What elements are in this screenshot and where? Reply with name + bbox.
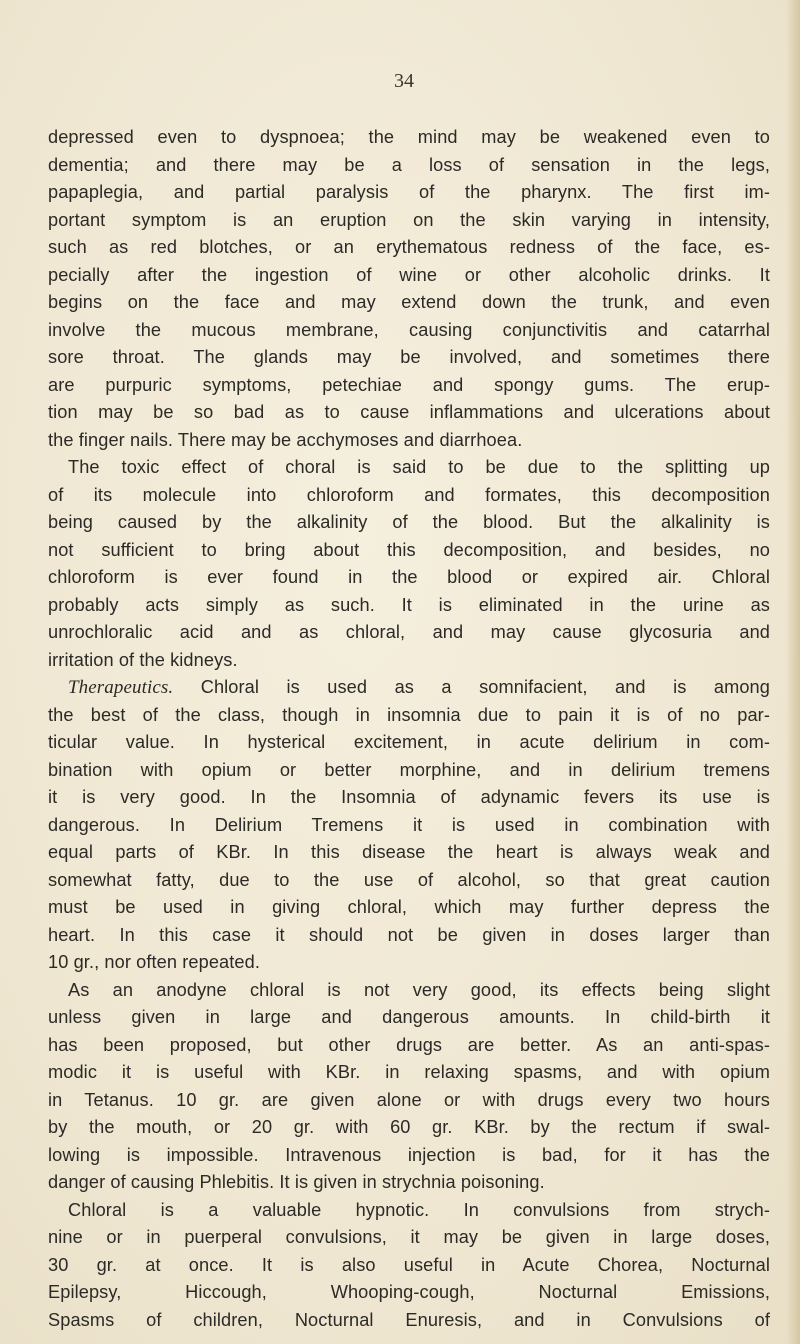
body-text <box>48 124 770 1334</box>
text-line: must be used in giving chloral, which may further depress the <box>48 897 770 917</box>
text-line: modic it is useful with KBr. in relaxing spasms, and with opium <box>48 1062 770 1082</box>
text-line: the best of the class, though in insomnia due to pain it is of no par- <box>48 704 770 725</box>
text-line: 30 gr. at once. It is also useful in Acute Chorea, Nocturnal <box>48 1254 770 1275</box>
text-line: the finger nails. There may be acchymoses and diarrhoea. <box>48 429 523 450</box>
text-line: Chloral is a valuable hypnotic. In convulsions from strych- <box>68 1199 770 1220</box>
text-line: danger of causing Phlebitis. It is given in strychnia poisoning. <box>48 1172 545 1192</box>
text-line: portant symptom is an eruption on the skin varying in intensity, <box>48 209 770 230</box>
text-line: Epilepsy, Hiccough, Whooping-cough, Nocturnal Emissions, <box>48 1282 770 1302</box>
therapeutics-heading: Therapeutics. <box>68 677 174 698</box>
text-line: chloroform is ever found in the blood or expired air. Chloral <box>48 567 770 587</box>
text-line: depressed even to dyspnoea; the mind may be weakened even to <box>48 127 770 147</box>
text-line: tion may be so bad as to cause inflammations and ulcerations about <box>48 402 770 422</box>
text-line: somewhat fatty, due to the use of alcohol, so that great caution <box>48 869 770 890</box>
text-line: ticular value. In hysterical excitement, in acute delirium in com- <box>48 732 770 752</box>
text-line: papaplegia, and partial paralysis of the pharynx. The first im- <box>48 182 770 202</box>
text-line: lowing is impossible. Intravenous injection is bad, for it has the <box>48 1144 770 1165</box>
text-line: nine or in puerperal convulsions, it may be given in large doses, <box>48 1227 770 1247</box>
text-line: dementia; and there may be a loss of sensation in the legs, <box>48 154 770 175</box>
text-line: probably acts simply as such. It is eliminated in the urine as <box>48 594 770 615</box>
text-line: by the mouth, or 20 gr. with 60 gr. KBr. by the rectum if swal- <box>48 1117 770 1137</box>
page-edge-shadow <box>786 0 800 1344</box>
text-line: pecially after the ingestion of wine or other alcoholic drinks. It <box>48 264 770 285</box>
text-line: being caused by the alkalinity of the blood. But the alkalinity is <box>48 512 770 532</box>
text-line: of its molecule into chloroform and formates, this decomposition <box>48 484 770 505</box>
text-line: it is very good. In the Insomnia of adynamic fevers its use is <box>48 787 770 807</box>
text-line: Chloral is used as a somnifacient, and is among <box>200 677 770 697</box>
page-number: 34 <box>394 70 414 92</box>
text-line: The toxic effect of choral is said to be due to the splitting up <box>68 457 770 477</box>
text-line: involve the mucous membrane, causing conjunctivitis and catarrhal <box>48 319 770 340</box>
therapeutics-line <box>48 674 770 702</box>
text-line: irritation of the kidneys. <box>48 649 238 670</box>
text-line: begins on the face and may extend down the trunk, and even <box>48 292 770 312</box>
text-line: Spasms of children, Nocturnal Enuresis, and in Convulsions of <box>48 1309 770 1330</box>
text-line: heart. In this case it should not be given in doses larger than <box>48 924 770 945</box>
text-line: such as red blotches, or an erythematous redness of the face, es- <box>48 237 770 257</box>
text-line: not sufficient to bring about this decomposition, and besides, no <box>48 539 770 560</box>
text-line: has been proposed, but other drugs are better. As an anti-spas- <box>48 1034 770 1055</box>
text-line: in Tetanus. 10 gr. are given alone or with drugs every two hours <box>48 1089 770 1110</box>
text-line: are purpuric symptoms, petechiae and spongy gums. The erup- <box>48 374 770 395</box>
text-line: 10 gr., nor often repeated. <box>48 952 261 972</box>
text-line: bination with opium or better morphine, and in delirium tremens <box>48 759 770 780</box>
text-line: sore throat. The glands may be involved, and sometimes there <box>48 347 770 367</box>
text-line: unless given in large and dangerous amounts. In child-birth it <box>48 1007 770 1027</box>
text-line: unrochloralic acid and as chloral, and may cause glycosuria and <box>48 622 770 642</box>
text-line: dangerous. In Delirium Tremens it is used in combination with <box>48 814 770 835</box>
text-line: As an anodyne chloral is not very good, its effects being slight <box>68 979 770 1000</box>
text-line: equal parts of KBr. In this disease the heart is always weak and <box>48 842 770 862</box>
